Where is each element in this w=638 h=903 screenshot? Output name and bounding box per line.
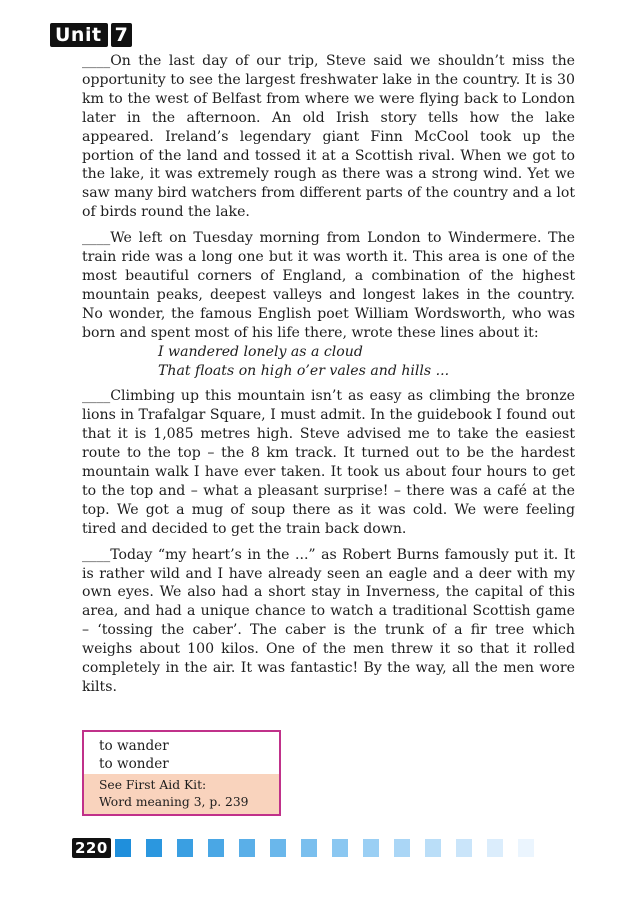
decorative-square xyxy=(177,839,193,857)
blank-2: ____ xyxy=(82,230,111,247)
paragraph-4-text: Today “my heart’s in the ...” as Robert Burns famously put it. It is rather wild and I have already seen an eagle and a deer with my own eyes. We also had a short stay in Inverness, the capital of this area, and had a unique chance to watch a traditional Scottish game – ‘tossing the caber’. The caber is the trunk of a fir tree which weighs about 100 kilos. One of the men threw it so that it rolled completely in the air. It was fantastic! By the way, all the men wore kilts. xyxy=(82,546,575,695)
decorative-square xyxy=(425,839,441,857)
first-aid-kit-reference xyxy=(84,774,279,814)
unit-number: 7 xyxy=(111,23,132,47)
word-list xyxy=(84,732,279,779)
decorative-squares xyxy=(115,839,549,857)
word-box xyxy=(82,730,281,816)
paragraph-3 xyxy=(82,387,575,538)
page-number: 220 xyxy=(72,838,111,858)
unit-label: Unit xyxy=(50,23,108,47)
poem-line-1: I wandered lonely as a cloud xyxy=(158,343,363,360)
poem xyxy=(158,343,575,381)
poem-line-2: That floats on high o’er vales and hills ... xyxy=(158,362,450,379)
decorative-square xyxy=(363,839,379,857)
decorative-square xyxy=(301,839,317,857)
reading-text xyxy=(82,52,575,704)
decorative-square xyxy=(394,839,410,857)
decorative-square xyxy=(146,839,162,857)
decorative-square xyxy=(518,839,534,857)
word-wonder: to wonder xyxy=(99,756,169,772)
decorative-square xyxy=(456,839,472,857)
reference-line-1: See First Aid Kit: xyxy=(99,778,207,792)
blank-3: ____ xyxy=(82,388,111,405)
word-wander: to wander xyxy=(99,738,169,754)
blank-1: ____ xyxy=(82,53,111,69)
decorative-square xyxy=(208,839,224,857)
decorative-square xyxy=(332,839,348,857)
decorative-square xyxy=(115,839,131,857)
page-footer xyxy=(72,837,549,859)
paragraph-3-text: Climbing up this mountain isn’t as easy as climbing the bronze lions in Trafalgar Square, I must admit. In the guidebook I found out that it is 1,085 metres high. Steve advised me to take the easiest route to the top – the 8 km track. It turned out to be the hardest mountain walk I have ever taken. It took us about four hours to get to the top and – what a pleasant surprise! – there was a café at the top. We got a mug of soup there as it was cold. We were feeling tired and decided to get the train back down. xyxy=(82,388,575,537)
decorative-square xyxy=(487,839,503,857)
paragraph-4 xyxy=(82,546,575,697)
blank-4: ____ xyxy=(82,546,111,563)
paragraph-2 xyxy=(82,229,575,342)
decorative-square xyxy=(270,839,286,857)
reference-line-2: Word meaning 3, p. 239 xyxy=(99,794,249,809)
unit-badge xyxy=(50,22,132,48)
paragraph-1 xyxy=(82,52,575,222)
paragraph-1-text: On the last day of our trip, Steve said we shouldn’t miss the opportunity to see the largest freshwater lake in the country. It is 30 km to the west of Belfast from where we were flying back to London later in the afternoon. An old Irish story tells how the lake appeared. Ireland’s legendary giant Finn McCool took up the portion of the land and tossed it at a Scottish rival. When we got to the lake, it was extremely rough as there was a strong wind. Yet we saw many bird watchers from different parts of the country and a lot of birds round the lake. xyxy=(82,53,575,221)
decorative-square xyxy=(239,839,255,857)
paragraph-2-text: We left on Tuesday morning from London to Windermere. The train ride was a long one but it was worth it. This area is one of the most beautiful corners of England, a combination of the highest mountain peaks, deepest valleys and longest lakes in the country. No wonder, the famous English poet William Wordsworth, who was born and spent most of his life there, wrote these lines about it: xyxy=(82,230,575,341)
